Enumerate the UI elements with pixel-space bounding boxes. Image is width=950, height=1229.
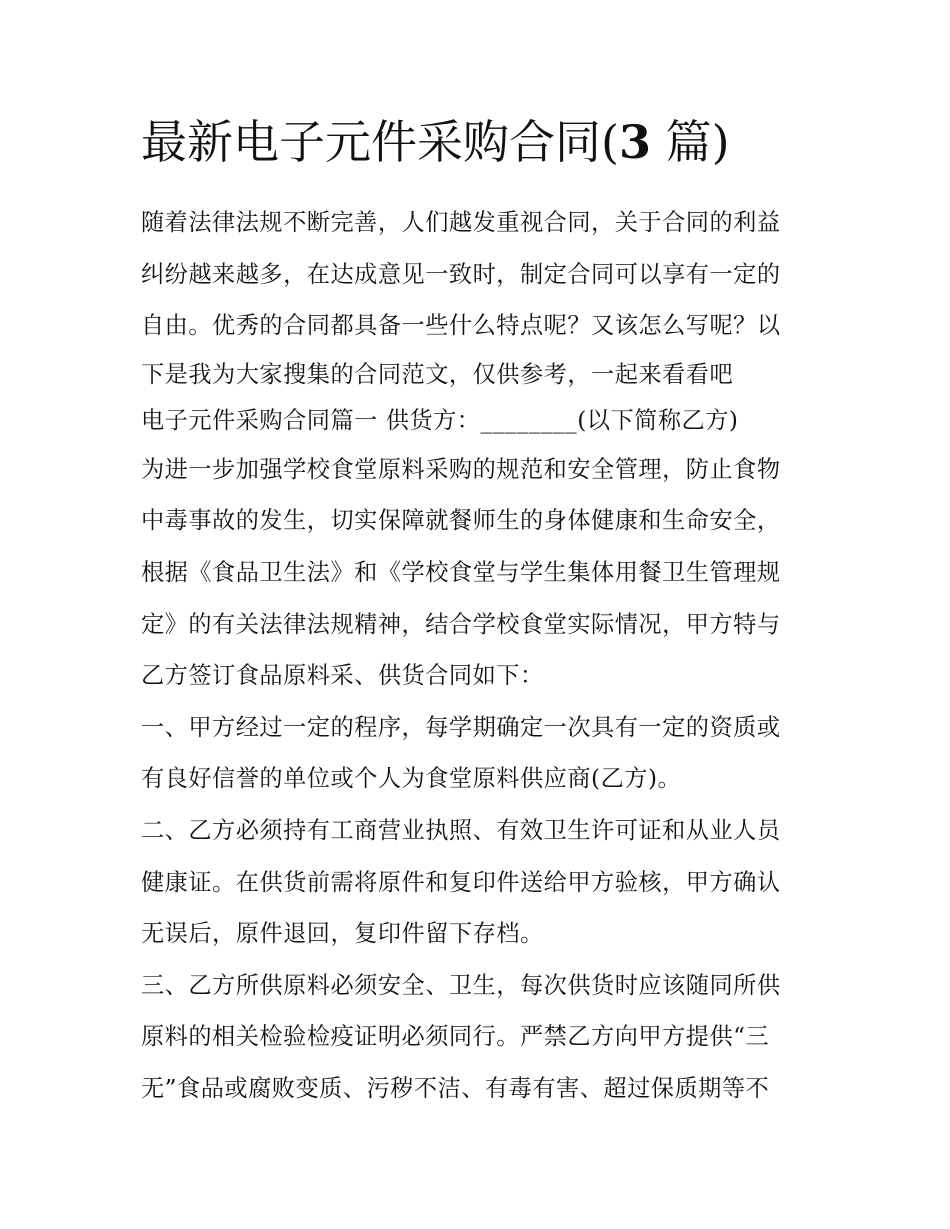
body-line: 二、乙方必须持有工商营业执照、有效卫生许可证和从业人员 [141, 816, 781, 844]
body-line: 根据《食品卫生法》和《学校食堂与学生集体用餐卫生管理规 [141, 558, 781, 586]
body-line: 一、甲方经过一定的程序，每学期确定一次具有一定的资质或 [141, 713, 781, 741]
body-line: 有良好信誉的单位或个人为食堂原料供应商(乙方)。 [141, 765, 682, 793]
document-body [141, 197, 817, 1115]
body-line: 健康证。在供货前需将原件和复印件送给甲方验核，甲方确认 [141, 868, 781, 896]
body-line: 随着法律法规不断完善，人们越发重视合同，关于合同的利益 [141, 209, 781, 236]
body-line: 三、乙方所供原料必须安全、卫生，每次供货时应该随同所供 [141, 971, 781, 999]
body-line: 无误后，原件退回，复印件留下存档。 [141, 920, 544, 948]
body-line: 纠纷越来越多，在达成意见一致时，制定合同可以享有一定的 [141, 260, 781, 288]
body-line: 乙方签订食品原料采、供货合同如下： [141, 662, 544, 690]
body-line: 为进一步加强学校食堂原料采购的规范和安全管理，防止食物 [141, 455, 781, 483]
body-line: 电子元件采购合同篇一 供货方：________(以下简称乙方) [141, 406, 739, 434]
document-title [141, 112, 841, 172]
title-end: 篇) [650, 115, 730, 169]
body-line: 自由。优秀的合同都具备一些什么特点呢？又该怎么写呢？以 [141, 312, 781, 340]
body-line: 下是我为大家搜集的合同范文，仅供参考，一起来看看吧 [141, 360, 734, 388]
title-main: 最新电子元件采购合同( [141, 115, 619, 169]
body-line: 无”食品或腐败变质、污秽不洁、有毒有害、超过保质期等不 [141, 1074, 770, 1102]
title-number: 3 [618, 115, 651, 169]
body-line: 原料的相关检验检疫证明必须同行。严禁乙方向甲方提供“三 [141, 1023, 770, 1051]
body-line: 中毒事故的发生，切实保障就餐师生的身体健康和生命安全， [141, 507, 781, 535]
body-line: 定》的有关法律法规精神，结合学校食堂实际情况，甲方特与 [141, 610, 781, 638]
